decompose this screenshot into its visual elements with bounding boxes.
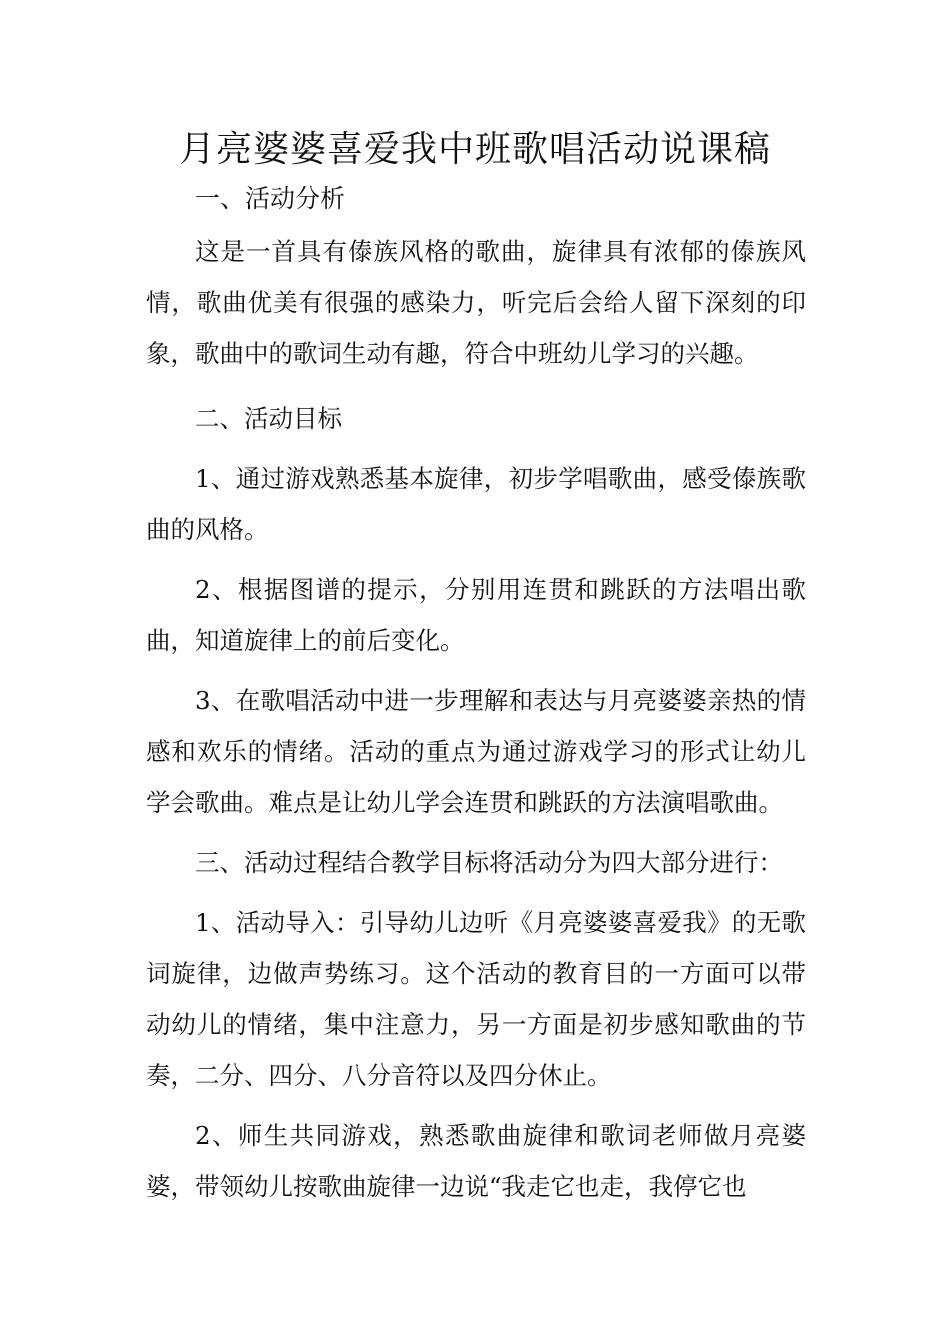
document-body — [146, 226, 806, 1221]
paragraph-process-1: 1、活动导入：引导幼儿边听《月亮婆婆喜爱我》的无歌词旋律，边做声势练习。这个活动的教育目的一方面可以带动幼儿的情绪，集中注意力，另一方面是初步感知歌曲的节奏，二分、四分、八分音符以及四分休止。 — [146, 908, 806, 1090]
document-title: 月亮婆婆喜爱我中班歌唱活动说课稿 — [178, 129, 771, 170]
section-heading-analysis: 一、活动分析 — [195, 184, 346, 213]
section-heading-process: 三、活动过程结合教学目标将活动分为四大部分进行： — [195, 848, 783, 877]
paragraph-process-2: 2、师生共同游戏，熟悉歌曲旋律和歌词老师做月亮婆婆，带领幼儿按歌曲旋律一边说“我走它也走，我停它也 — [146, 1121, 806, 1201]
paragraph-goal-2: 2、根据图谱的提示，分别用连贯和跳跃的方法唱出歌曲，知道旋律上的前后变化。 — [146, 575, 806, 655]
paragraph-analysis: 这是一首具有傣族风格的歌曲，旋律具有浓郁的傣族风情，歌曲优美有很强的感染力，听完后会给人留下深刻的印象，歌曲中的歌词生动有趣，符合中班幼儿学习的兴趣。 — [146, 237, 806, 368]
section-heading-goals: 二、活动目标 — [195, 404, 342, 433]
paragraph-goal-3: 3、在歌唱活动中进一步理解和表达与月亮婆婆亲热的情感和欢乐的情绪。活动的重点为通过游戏学习的形式让幼儿学会歌曲。难点是让幼儿学会连贯和跳跃的方法演唱歌曲。 — [146, 686, 806, 817]
paragraph-goal-1: 1、通过游戏熟悉基本旋律，初步学唱歌曲，感受傣族歌曲的风格。 — [146, 464, 806, 544]
